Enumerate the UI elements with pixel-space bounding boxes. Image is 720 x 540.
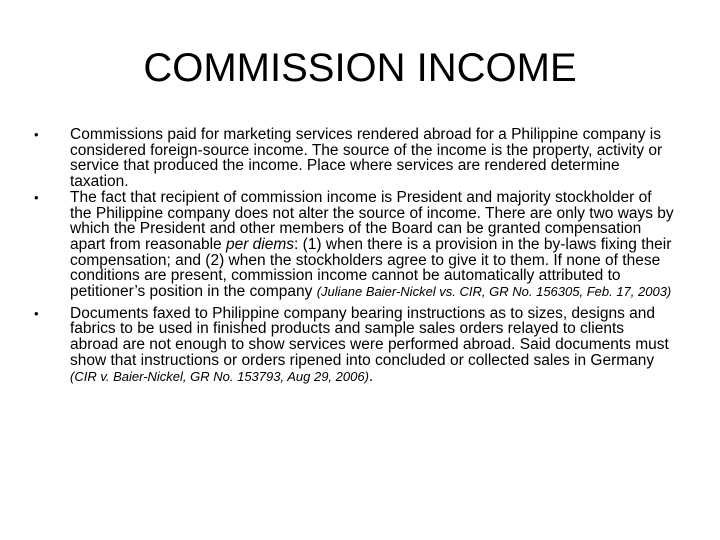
- bullet-item-2: [34, 190, 674, 300]
- bullet-text: The fact that recipient of commission income is President and majority stockholder of the Philippine company does not alter the source of income. There are only two ways by which the President and other members of the Board can be granted compensation apart from reasonable: [70, 188, 674, 253]
- bullet-trailing: .: [368, 367, 374, 385]
- bullet-text-continued: : (1) when there is a provision in the by-laws fixing their compensation; and (2) when the stockholders agree to give it to them. If none of these conditions are present, commission income cannot be automatically attributed to petitioner’s position in the company: [70, 235, 672, 301]
- bullet-text: Commissions paid for marketing services rendered abroad for a Philippine company is considered foreign-source income. The source of the income is the property, activity or service that produced the income. Place where services are rendered determine taxation.: [70, 126, 663, 191]
- bullet-text: Documents faxed to Philippine company bearing instructions as to sizes, designs and fabrics to be used in finished products and sample sales orders relayed to clients abroad are not enough to show services were performed abroad. Said documents must show that instructions or orders ripened into concluded or collected sales in Germany: [70, 304, 669, 369]
- case-citation: (Juliane Baier-Nickel vs. CIR, GR No. 156305, Feb. 17, 2003): [316, 284, 672, 300]
- bullet-emphasis: per diems: [225, 235, 295, 253]
- bullet-dot-icon: •: [34, 305, 39, 321]
- bullet-item-1: [34, 127, 674, 190]
- bullet-dot-icon: •: [34, 189, 39, 205]
- case-citation: (CIR v. Baier-Nickel, GR No. 153793, Aug 29, 2006): [70, 368, 369, 384]
- slide-title: COMMISSION INCOME: [143, 46, 577, 90]
- bullet-list: [34, 127, 674, 384]
- bullet-dot-icon: •: [34, 127, 39, 142]
- bullet-item-3: [34, 306, 674, 385]
